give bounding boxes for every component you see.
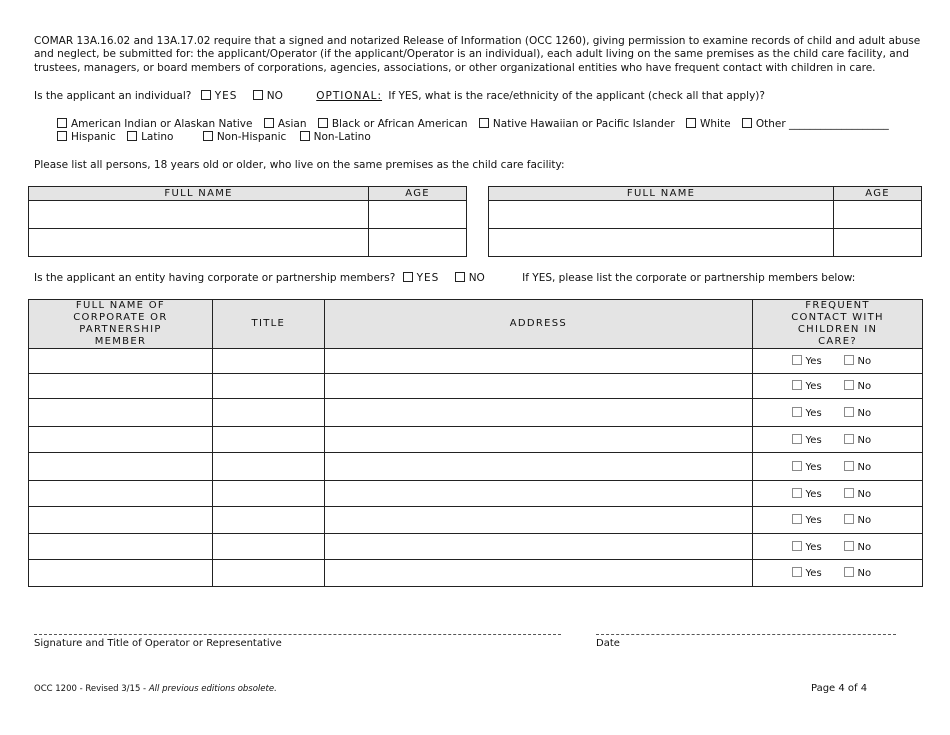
contact-yes-checkbox[interactable] xyxy=(792,434,802,444)
footer-form xyxy=(34,683,277,696)
member-address-cell[interactable] xyxy=(324,427,752,453)
footer-note: All previous editions obsolete. xyxy=(148,684,277,694)
contact-no-label: No xyxy=(857,434,872,446)
contact-yes-label: Yes xyxy=(805,541,822,553)
ethnicity-checkbox-hispanic[interactable] xyxy=(57,131,67,141)
member-name-cell[interactable] xyxy=(29,374,213,399)
member-address-cell[interactable] xyxy=(324,534,752,560)
contact-yes-checkbox[interactable] xyxy=(792,461,802,471)
race-label: White xyxy=(700,118,731,130)
contact-yes-label: Yes xyxy=(805,407,822,419)
contact-no-checkbox[interactable] xyxy=(844,407,854,417)
contact-no-checkbox[interactable] xyxy=(844,514,854,524)
member-row xyxy=(29,507,923,534)
contact-no-label: No xyxy=(857,461,872,473)
contact-no-checkbox[interactable] xyxy=(844,541,854,551)
page-number: Page 4 of 4 xyxy=(811,683,868,694)
person-name-cell[interactable] xyxy=(29,229,369,257)
contact-no-checkbox[interactable] xyxy=(844,567,854,577)
race-checkbox-asian[interactable] xyxy=(264,118,274,128)
contact-yes-label: Yes xyxy=(805,488,822,500)
contact-cell xyxy=(753,481,923,507)
contact-no-checkbox[interactable] xyxy=(844,461,854,471)
col-member-name: FULL NAME OF CORPORATE OR PARTNERSHIP MEMBER xyxy=(29,300,213,349)
member-title-cell[interactable] xyxy=(212,427,324,453)
member-address-cell[interactable] xyxy=(324,507,752,534)
race-checkbox-american-indian[interactable] xyxy=(57,118,67,128)
person-name-cell[interactable] xyxy=(489,201,834,229)
ethnicity-checkbox-non-latino[interactable] xyxy=(300,131,310,141)
ethnicity-checkbox-non-hispanic[interactable] xyxy=(203,131,213,141)
individual-no-label: NO xyxy=(266,90,283,102)
member-row xyxy=(29,453,923,481)
contact-yes-checkbox[interactable] xyxy=(792,488,802,498)
contact-no-label: No xyxy=(857,381,872,392)
member-title-cell[interactable] xyxy=(212,534,324,560)
signature-label: Signature and Title of Operator or Representative xyxy=(34,638,282,649)
ethnicity-label: Latino xyxy=(141,131,174,143)
race-label: Other ___________________ xyxy=(755,118,889,130)
col-full-name: FULL NAME xyxy=(489,187,834,201)
member-name-cell[interactable] xyxy=(29,349,213,374)
member-row xyxy=(29,427,923,453)
contact-yes-label: Yes xyxy=(805,356,822,367)
contact-cell xyxy=(753,399,923,427)
member-address-cell[interactable] xyxy=(324,560,752,587)
members-table xyxy=(28,299,923,587)
signature-line[interactable] xyxy=(34,634,561,635)
member-name-cell[interactable] xyxy=(29,534,213,560)
race-label: American Indian or Alaskan Native xyxy=(71,118,253,130)
person-age-cell[interactable] xyxy=(369,229,467,257)
footer-form-id: OCC 1200 - Revised 3/15 - xyxy=(34,684,147,694)
question-individual: Is the applicant an individual? xyxy=(34,90,192,102)
member-title-cell[interactable] xyxy=(212,349,324,374)
question-entity: Is the applicant an entity having corporate or partnership members? xyxy=(34,272,396,284)
ethnicity-checkbox-latino[interactable] xyxy=(127,131,137,141)
contact-no-label: No xyxy=(857,541,872,553)
member-name-cell[interactable] xyxy=(29,427,213,453)
race-label: Black or African American xyxy=(331,118,468,130)
member-name-cell[interactable] xyxy=(29,453,213,481)
contact-no-label: No xyxy=(857,515,872,526)
race-checkbox-other[interactable] xyxy=(742,118,752,128)
individual-yes-checkbox[interactable] xyxy=(201,90,211,100)
question-entity-row xyxy=(34,272,855,285)
contact-no-label: No xyxy=(857,356,872,367)
contact-cell xyxy=(753,453,923,481)
race-checkbox-white[interactable] xyxy=(686,118,696,128)
member-row xyxy=(29,399,923,427)
contact-no-checkbox[interactable] xyxy=(844,488,854,498)
ethnicity-label: Non-Latino xyxy=(313,131,371,143)
person-age-cell[interactable] xyxy=(834,229,922,257)
member-name-cell[interactable] xyxy=(29,560,213,587)
date-line[interactable] xyxy=(596,634,896,635)
col-frequent-contact: FREQUENT CONTACT WITH CHILDREN IN CARE? xyxy=(753,300,923,349)
member-title-cell[interactable] xyxy=(212,507,324,534)
member-name-cell[interactable] xyxy=(29,399,213,427)
ethnicity-row xyxy=(57,131,379,144)
member-address-cell[interactable] xyxy=(324,481,752,507)
contact-no-checkbox[interactable] xyxy=(844,434,854,444)
member-title-cell[interactable] xyxy=(212,560,324,587)
contact-no-label: No xyxy=(857,488,872,500)
member-row xyxy=(29,374,923,399)
member-title-cell[interactable] xyxy=(212,399,324,427)
member-row xyxy=(29,560,923,587)
contact-yes-checkbox[interactable] xyxy=(792,407,802,417)
entity-followup: If YES, please list the corporate or partnership members below: xyxy=(522,272,856,284)
member-address-cell[interactable] xyxy=(324,374,752,399)
optional-text: If YES, what is the race/ethnicity of the applicant (check all that apply)? xyxy=(388,90,765,102)
member-address-cell[interactable] xyxy=(324,399,752,427)
member-title-cell[interactable] xyxy=(212,481,324,507)
question-individual-row xyxy=(34,90,765,103)
member-address-cell[interactable] xyxy=(324,453,752,481)
persons-prompt: Please list all persons, 18 years old or older, who live on the same premises as the child care facility: xyxy=(34,159,565,171)
member-title-cell[interactable] xyxy=(212,453,324,481)
persons-table-left xyxy=(28,186,467,257)
contact-cell xyxy=(753,560,923,587)
person-name-cell[interactable] xyxy=(29,201,369,229)
contact-yes-checkbox[interactable] xyxy=(792,567,802,577)
individual-yes-label: YES xyxy=(214,90,238,102)
entity-yes-label: YES xyxy=(416,272,440,284)
contact-yes-label: Yes xyxy=(805,568,822,579)
contact-cell xyxy=(753,507,923,534)
intro-paragraph: COMAR 13A.16.02 and 13A.17.02 require that a signed and notarized Release of Information (OCC 1260), giving permission to examine records of child and adult abuse and neglect, be submitted for: the applicant/Operator (if the applicant/Operator is an individual), each adult living on the same premises as the child care facility, and trustees, managers, or board members of corporations, agencies, associations, or other organizational entities who have frequent contact with children in care. xyxy=(34,35,921,74)
race-checkbox-black[interactable] xyxy=(318,118,328,128)
member-name-cell[interactable] xyxy=(29,481,213,507)
member-row xyxy=(29,534,923,560)
entity-no-label: NO xyxy=(468,272,485,284)
contact-yes-label: Yes xyxy=(805,381,822,392)
entity-no-checkbox[interactable] xyxy=(455,272,465,282)
contact-no-checkbox[interactable] xyxy=(844,355,854,365)
person-age-cell[interactable] xyxy=(369,201,467,229)
contact-no-checkbox[interactable] xyxy=(844,380,854,390)
date-label: Date xyxy=(596,638,620,649)
contact-yes-checkbox[interactable] xyxy=(792,380,802,390)
contact-yes-checkbox[interactable] xyxy=(792,541,802,551)
entity-yes-checkbox[interactable] xyxy=(403,272,413,282)
race-label: Asian xyxy=(277,118,307,130)
contact-yes-label: Yes xyxy=(805,515,822,526)
individual-no-checkbox[interactable] xyxy=(253,90,263,100)
member-row xyxy=(29,481,923,507)
member-address-cell[interactable] xyxy=(324,349,752,374)
contact-no-label: No xyxy=(857,568,872,579)
contact-cell xyxy=(753,349,923,374)
race-label: Native Hawaiian or Pacific Islander xyxy=(492,118,675,130)
col-address: ADDRESS xyxy=(324,300,752,349)
col-age: AGE xyxy=(369,187,467,201)
contact-yes-checkbox[interactable] xyxy=(792,355,802,365)
col-age: AGE xyxy=(834,187,922,201)
contact-yes-label: Yes xyxy=(805,434,822,446)
member-title-cell[interactable] xyxy=(212,374,324,399)
contact-yes-checkbox[interactable] xyxy=(792,514,802,524)
person-age-cell[interactable] xyxy=(834,201,922,229)
ethnicity-label: Non-Hispanic xyxy=(216,131,287,143)
contact-cell xyxy=(753,374,923,399)
ethnicity-label: Hispanic xyxy=(71,131,116,143)
contact-no-label: No xyxy=(857,407,872,419)
persons-table-right xyxy=(488,186,922,257)
member-name-cell[interactable] xyxy=(29,507,213,534)
member-row xyxy=(29,349,923,374)
contact-cell xyxy=(753,427,923,453)
col-title: TITLE xyxy=(212,300,324,349)
contact-cell xyxy=(753,534,923,560)
contact-yes-label: Yes xyxy=(805,461,822,473)
race-row-1 xyxy=(57,118,897,131)
col-full-name: FULL NAME xyxy=(29,187,369,201)
race-checkbox-native-hawaiian[interactable] xyxy=(479,118,489,128)
person-name-cell[interactable] xyxy=(489,229,834,257)
optional-label: OPTIONAL: xyxy=(316,90,383,102)
member-rows xyxy=(29,349,923,587)
